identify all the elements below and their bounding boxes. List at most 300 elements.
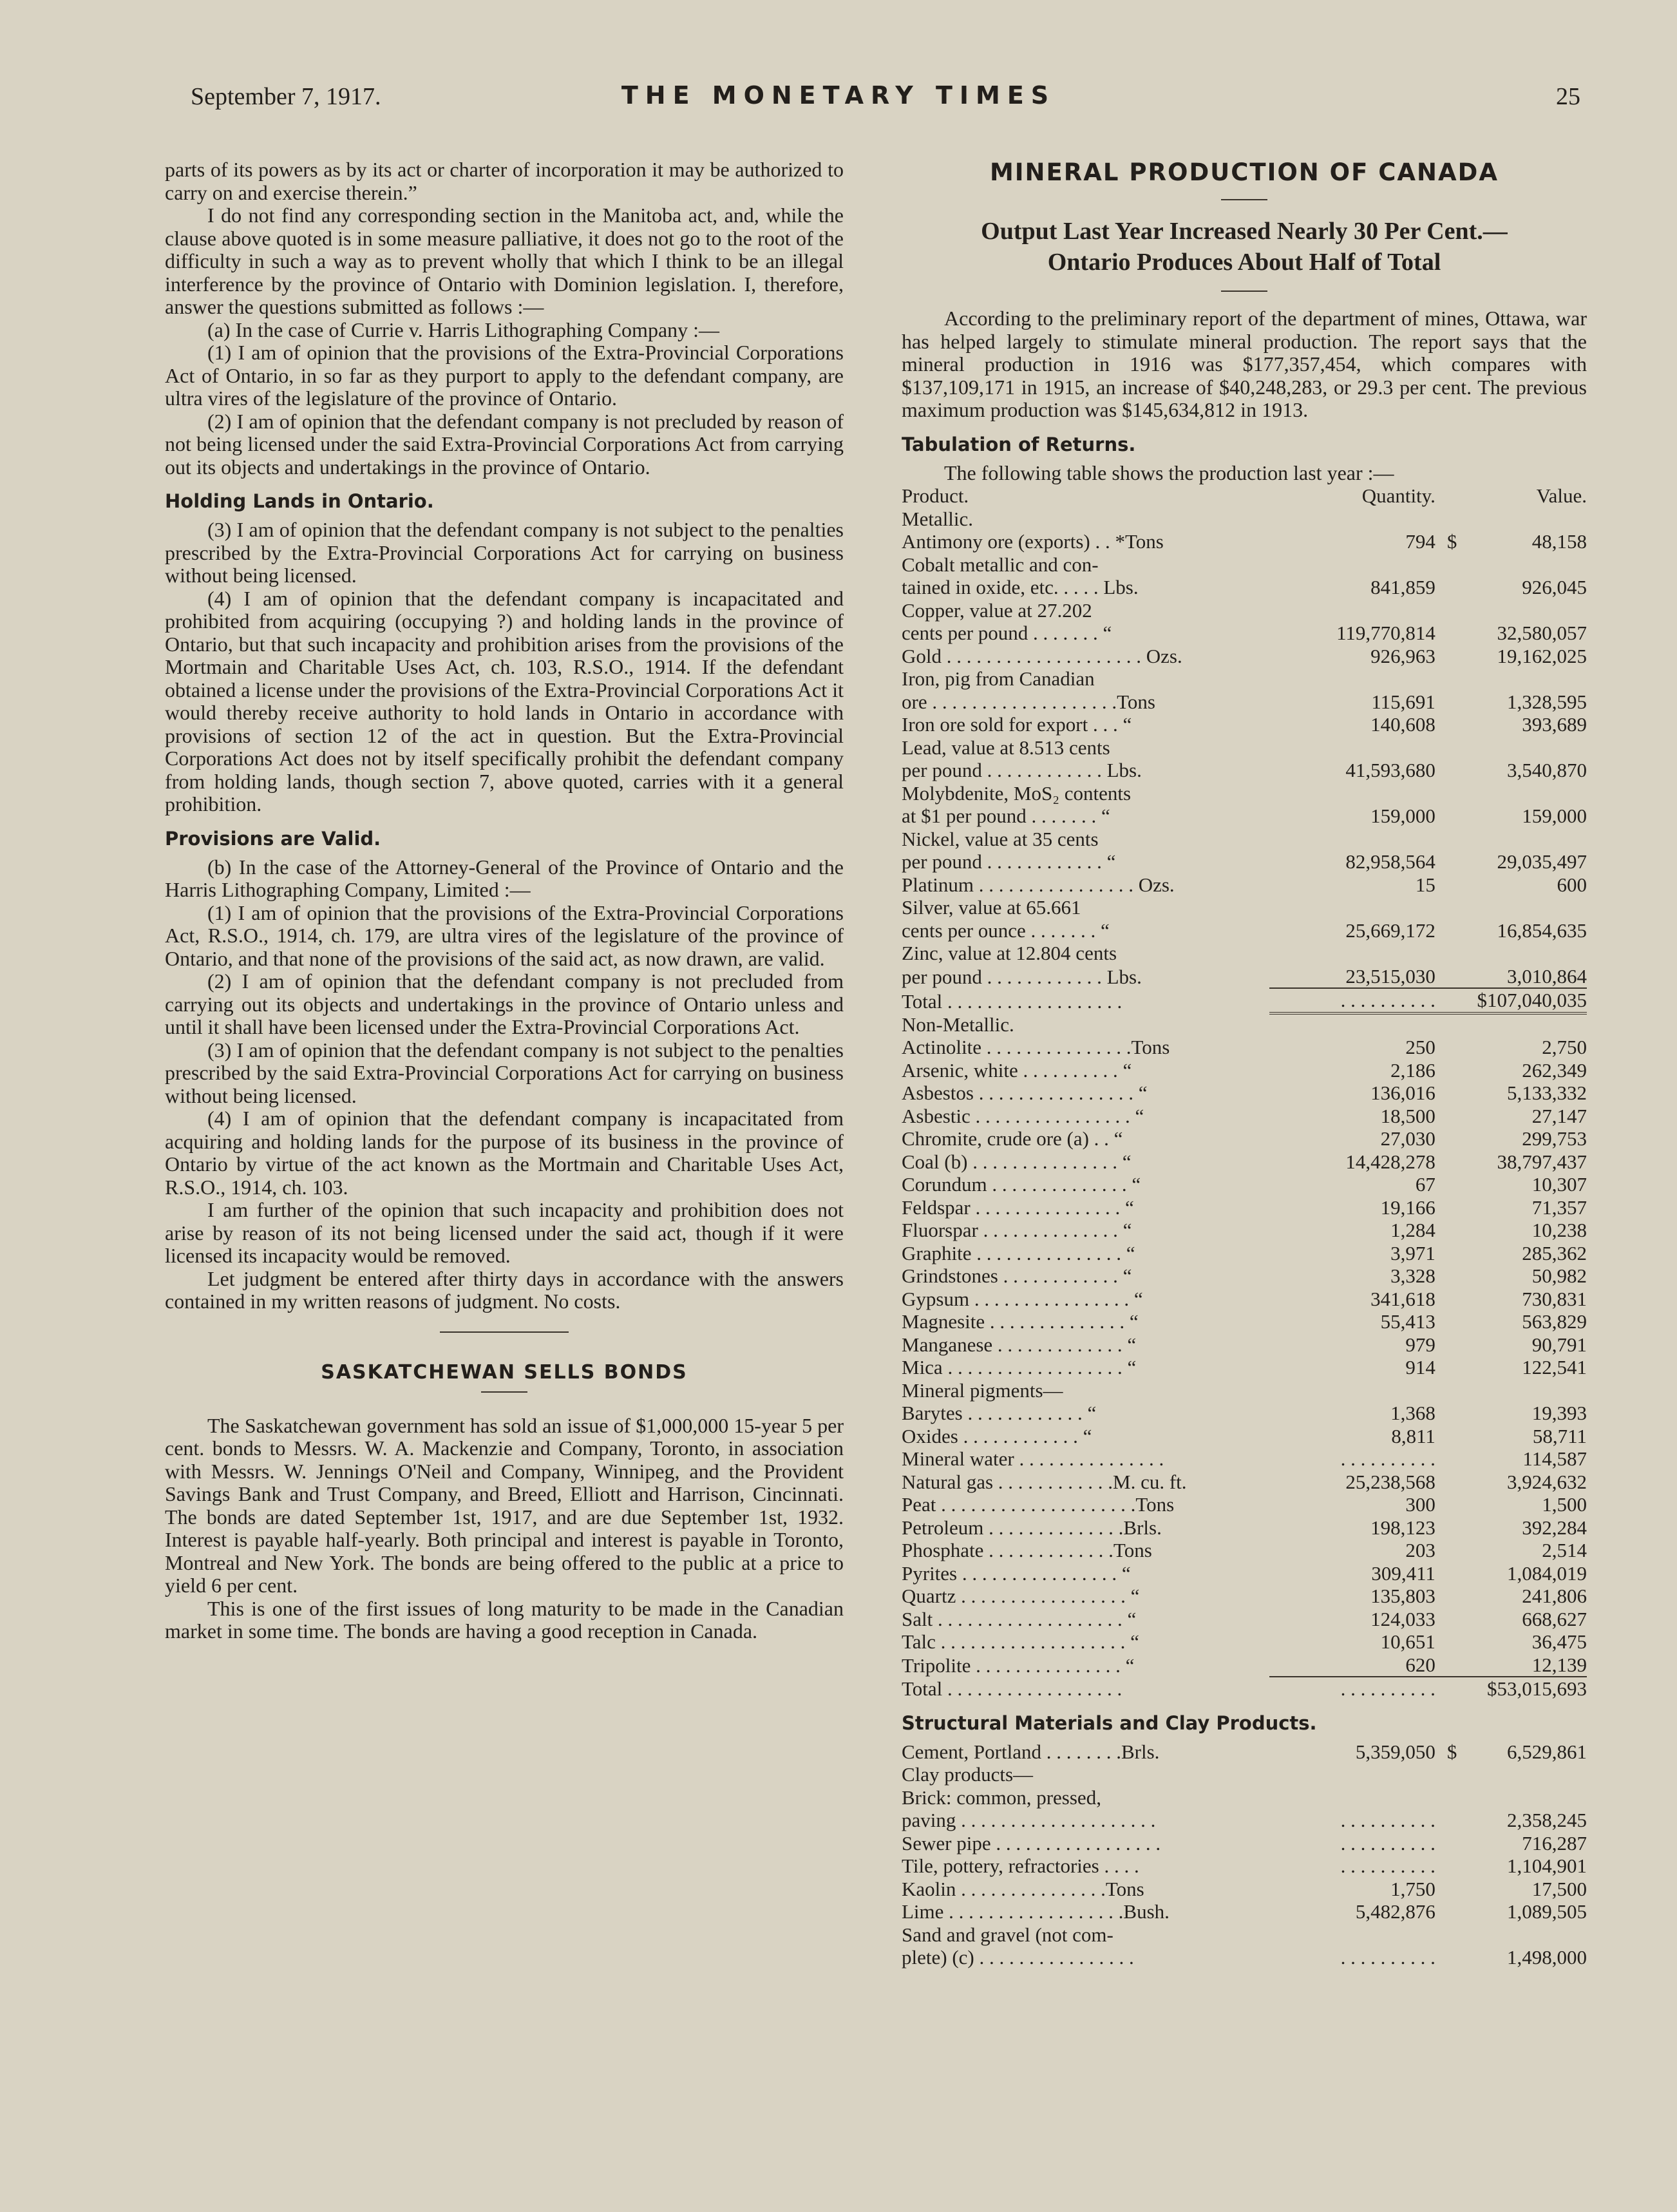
paragraph: I am further of the opinion that such incapacity and prohibition does not arise by reason of its not being licensed under the said act, though if it were licensed its incapacity would be removed. [165, 1198, 844, 1267]
title-rule [481, 1391, 527, 1393]
quantity-cell [1269, 667, 1435, 691]
value-cell [1435, 759, 1587, 782]
table-row [902, 1654, 1587, 1677]
value-cell [1435, 1946, 1587, 1969]
judgment-text-part-1 [165, 158, 844, 479]
section-heading-provisions-valid: Provisions are Valid. [165, 827, 381, 850]
right-column [902, 158, 1587, 1969]
table-row [902, 782, 1587, 805]
product-name: Mica . . . . . . . . . . . . . . . . . . “ [902, 1356, 1137, 1378]
subtitle-rule [1221, 291, 1267, 292]
table-row [902, 691, 1587, 714]
table-row [902, 1562, 1587, 1585]
table-row [902, 1425, 1587, 1448]
product-name: Oxides . . . . . . . . . . . . “ [902, 1424, 1092, 1447]
value-text: 16,854,635 [1497, 919, 1587, 942]
table-row [902, 622, 1587, 645]
quantity-cell: 115,691 [1371, 690, 1435, 713]
quantity-cell: 926,963 [1370, 644, 1435, 667]
value-cell [1435, 576, 1587, 599]
product-name: Petroleum . . . . . . . . . . . . . .Brls. [902, 1516, 1162, 1539]
value-cell [1435, 691, 1587, 714]
value-cell [1435, 713, 1587, 736]
value-text: 6,529,861 [1507, 1740, 1587, 1763]
paragraph: (3) I am of opinion that the defendant company is not subject to the penalties prescribed by the said Extra-Provincial Corporations Act for carrying on business without being licensed. [165, 1038, 844, 1107]
quantity-cell: 19,166 [1380, 1196, 1435, 1219]
section-heading-holding-lands: Holding Lands in Ontario. [165, 490, 434, 512]
table-row [902, 1173, 1587, 1196]
product-name: Mineral pigments— [902, 1378, 1063, 1402]
product-name: Magnesite . . . . . . . . . . . . . . “ [902, 1310, 1139, 1333]
value-cell [1435, 1379, 1587, 1402]
quantity-cell: 82,958,564 [1345, 850, 1435, 873]
quantity-cell: 5,359,050 [1355, 1740, 1435, 1763]
undefined [1435, 508, 1587, 531]
quantity-cell: 914 [1405, 1356, 1435, 1378]
table-row [902, 1150, 1587, 1174]
product-name: Corundum . . . . . . . . . . . . . . “ [902, 1173, 1141, 1196]
quantity-cell: 25,238,568 [1345, 1470, 1435, 1493]
quantity-cell: 14,428,278 [1345, 1150, 1435, 1173]
value-text: 1,089,505 [1507, 1900, 1587, 1923]
value-cell: 19,393 [1531, 1402, 1587, 1424]
publication-title: THE MONETARY TIMES [621, 81, 1056, 110]
value-cell: 299,753 [1522, 1127, 1587, 1150]
product-name: Fluorspar . . . . . . . . . . . . . . “ [902, 1219, 1132, 1241]
table-row [902, 1630, 1587, 1654]
table-intro: The following table shows the production last year :— [944, 461, 1394, 484]
value-cell [1435, 850, 1587, 873]
product-name-continued: per pound . . . . . . . . . . . . Lbs. [902, 759, 1142, 781]
table-row [902, 1878, 1587, 1901]
product-name: Quartz . . . . . . . . . . . . . . . . . “ [902, 1585, 1140, 1607]
product-name: Coal (b) . . . . . . . . . . . . . . . “ [902, 1150, 1132, 1173]
table-row [902, 1946, 1587, 1969]
table-row [902, 1333, 1587, 1357]
column-header-product: Product. [902, 484, 969, 507]
quantity-cell [1269, 896, 1435, 919]
table-header-row [902, 484, 1587, 508]
paragraph: (3) I am of opinion that the defendant company is not subject to the penalties prescribed by the Extra-Provincial Corporations Act for carrying on business without being licensed. [165, 518, 844, 587]
left-column [165, 158, 844, 1643]
judgment-text-part-2 [165, 519, 844, 816]
value-cell: 392,284 [1522, 1516, 1587, 1539]
product-name: Sand and gravel (not com- [902, 1923, 1113, 1946]
value-text: 32,580,057 [1497, 622, 1587, 644]
product-name: Gold . . . . . . . . . . . . . . . . . . . . Ozs. [902, 644, 1182, 667]
value-cell: 285,362 [1522, 1241, 1587, 1264]
issue-date: September 7, 1917. [191, 83, 381, 110]
paragraph: (1) I am of opinion that the provisions of the Extra-Provincial Corporations Act of Ontario, in so far as they purport to apply to the defendant company, are ultra vires of the legislature of the province of Ontario. [165, 341, 844, 410]
product-name: Arsenic, white . . . . . . . . . . “ [902, 1058, 1132, 1082]
quantity-cell: 309,411 [1371, 1561, 1435, 1585]
product-name: Lead, value at 8.513 cents [902, 736, 1110, 759]
product-name: Cobalt metallic and con- [902, 553, 1099, 576]
value-cell: 241,806 [1522, 1585, 1587, 1607]
table-row [902, 1740, 1587, 1764]
product-name: Nickel, value at 35 cents [902, 827, 1099, 850]
product-name: Zinc, value at 12.804 cents [902, 942, 1117, 964]
value-cell [1435, 736, 1587, 759]
paragraph: (1) I am of opinion that the provisions of the Extra-Provincial Corporations Act, R.S.O., 1914, ch. 179, are ultra vires of the legislature of the province of Ontario, and that none of the provisions of the said act, as now drawn, are valid. [165, 901, 844, 970]
value-cell [1435, 553, 1587, 577]
product-name: Tripolite . . . . . . . . . . . . . . . “ [902, 1654, 1135, 1677]
table-row [902, 828, 1587, 851]
quantity-cell: 41,593,680 [1345, 759, 1435, 781]
value-cell: 90,791 [1531, 1333, 1587, 1356]
value-text: 17,500 [1531, 1877, 1587, 1900]
table-row [902, 1809, 1587, 1832]
value-cell [1435, 667, 1587, 691]
quantity-cell [1269, 1379, 1435, 1402]
value-cell: 10,307 [1531, 1173, 1587, 1196]
product-name: Manganese . . . . . . . . . . . . . “ [902, 1333, 1137, 1356]
table-row [902, 873, 1587, 897]
value-cell: 563,829 [1522, 1310, 1587, 1333]
quantity-cell: 55,413 [1380, 1310, 1435, 1333]
value-cell [1435, 622, 1587, 645]
table-row [902, 1379, 1587, 1402]
quantity-cell: 15 [1415, 873, 1435, 896]
paragraph: (4) I am of opinion that the defendant company is incapacitated and prohibited from acquiring (occupying ?) and holding lands in the province of Ontario, but that such incapacity and prohibition arises from the provisions of the Mortmain and Charitable Uses Act, ch. 103, R.S.O., 1914. If the defendant obtained a license under the provisions of the Extra-Provincial Corporations Act it would thereby receive authority to hold lands in Ontario in accordance with provisions of section 12 of the act in question. But the Extra-Provincial Corporations Act does not by itself specifically prohibit the defendant company from holding lands, though section 7, above quoted, carries with it a general prohibition. [165, 586, 844, 815]
table-row [902, 1356, 1587, 1379]
product-name: Phosphate . . . . . . . . . . . . .Tons [902, 1539, 1152, 1561]
article-title-mineral-production: MINERAL PRODUCTION OF CANADA [989, 158, 1499, 186]
value-cell [1435, 782, 1587, 805]
quantity-cell: 198,123 [1370, 1516, 1435, 1539]
value-cell [1435, 530, 1587, 553]
product-name: Peat . . . . . . . . . . . . . . . . . . . .Tons [902, 1493, 1175, 1516]
value-text: 48,158 [1531, 530, 1587, 553]
dollar-sign: $ [1446, 530, 1457, 553]
quantity-cell: 5,482,876 [1355, 1900, 1435, 1923]
quantity-cell [1269, 599, 1435, 622]
column-header-quantity: Quantity. [1361, 484, 1435, 507]
product-name: Sewer pipe . . . . . . . . . . . . . . . . . [902, 1831, 1161, 1854]
table-row [902, 553, 1587, 577]
dollar-sign: $ [1446, 1740, 1457, 1763]
value-cell [1435, 965, 1587, 989]
quantity-cell [1269, 1786, 1435, 1809]
quantity-cell: . . . . . . . . . . [1340, 1809, 1435, 1831]
value-cell [1435, 896, 1587, 919]
table-row [902, 1854, 1587, 1878]
quantity-cell: 1,284 [1390, 1219, 1435, 1241]
quantity-cell: 140,608 [1370, 713, 1435, 736]
value-text: 600 [1557, 873, 1587, 896]
product-name: Iron ore sold for export . . . “ [902, 713, 1132, 736]
table-row [902, 1082, 1587, 1105]
section-heading-structural: Structural Materials and Clay Products. [902, 1711, 1317, 1734]
undefined [1269, 508, 1435, 531]
quantity-cell: 119,770,814 [1336, 622, 1435, 644]
quantity-cell: 794 [1405, 530, 1435, 553]
product-name: Clay products— [902, 1763, 1034, 1786]
table-row [902, 1264, 1587, 1288]
quantity-cell: 341,618 [1370, 1287, 1435, 1310]
total-quantity: . . . . . . . . . . [1340, 1677, 1435, 1700]
value-cell: 50,982 [1531, 1264, 1587, 1287]
quantity-cell: 1,368 [1390, 1402, 1435, 1424]
paragraph: (a) In the case of Currie v. Harris Lithographing Company :— [207, 318, 720, 341]
table-row [902, 1471, 1587, 1494]
mineral-production-table [902, 484, 1587, 1701]
paragraph: This is one of the first issues of long maturity to be made in the Canadian market in some time. The bonds are having a good reception in Canada. [165, 1596, 844, 1643]
total-label: Total . . . . . . . . . . . . . . . . . . [902, 990, 1123, 1013]
table-row [902, 1196, 1587, 1219]
quantity-cell: 159,000 [1370, 805, 1435, 827]
product-name: Copper, value at 27.202 [902, 598, 1092, 622]
value-cell [1435, 1854, 1587, 1878]
value-cell [1435, 942, 1587, 965]
quantity-cell [1269, 828, 1435, 851]
table-row [902, 1900, 1587, 1923]
judgment-text-part-3 [165, 856, 844, 1313]
value-cell: 1,500 [1542, 1493, 1587, 1516]
mineral-intro-paragraph: According to the preliminary report of the department of mines, Ottawa, war has helped largely to stimulate mineral production. The report says that the mineral production in 1916 was $177,357,454, which compares with $137,109,171 in 1915, an increase of $40,248,283, or 29.3 per cent. The previous maximum production was $145,634,812 in 1913. [902, 307, 1587, 421]
quantity-cell: 620 [1269, 1654, 1435, 1677]
value-text: 393,689 [1522, 713, 1587, 736]
value-cell [1435, 1763, 1587, 1786]
value-cell [1435, 1740, 1587, 1764]
product-name: Iron, pig from Canadian [902, 667, 1095, 690]
product-name-continued: ore . . . . . . . . . . . . . . . . . . .Tons [902, 690, 1155, 713]
table-row [902, 599, 1587, 622]
table-row [902, 1763, 1587, 1786]
value-cell [1435, 919, 1587, 942]
table-row [902, 759, 1587, 782]
value-cell: 38,797,437 [1497, 1150, 1587, 1173]
table-row [902, 965, 1587, 989]
value-cell: 10,238 [1531, 1219, 1587, 1241]
quantity-cell: 3,328 [1390, 1264, 1435, 1287]
value-cell: 122,541 [1522, 1356, 1587, 1378]
table-row [902, 1402, 1587, 1425]
value-text: 926,045 [1522, 576, 1587, 598]
value-cell: 27,147 [1531, 1104, 1587, 1127]
product-name: Mineral water . . . . . . . . . . . . . . . [902, 1447, 1164, 1470]
value-text: 1,104,901 [1507, 1854, 1587, 1877]
table-row [902, 1059, 1587, 1082]
paragraph: I do not find any corresponding section in the Manitoba act, and, while the clause above quoted is in some measure palliative, it does not go to the root of the difficulty in such a way as to prevent wholly that which I think to be an illegal interference by the province of Ontario with Dominion legislation. I, therefore, answer the questions submitted as follows :— [165, 204, 844, 318]
table-row [902, 850, 1587, 873]
table-row [902, 1539, 1587, 1562]
product-name: Gypsum . . . . . . . . . . . . . . . . “ [902, 1287, 1143, 1310]
table-row [902, 942, 1587, 965]
value-text: 1,328,595 [1507, 690, 1587, 713]
product-name-continued: cents per pound . . . . . . . “ [902, 622, 1112, 644]
table-row [902, 1288, 1587, 1311]
quantity-cell: 25,669,172 [1345, 919, 1435, 942]
quantity-cell [1269, 736, 1435, 759]
value-cell: 12,139 [1435, 1654, 1587, 1677]
table-row [902, 1516, 1587, 1540]
value-cell: 2,750 [1542, 1036, 1587, 1058]
value-cell: 668,627 [1522, 1607, 1587, 1630]
quantity-cell: 67 [1415, 1173, 1435, 1196]
quantity-cell: . . . . . . . . . . [1340, 1831, 1435, 1854]
product-name: Brick: common, pressed, [902, 1786, 1101, 1809]
table-row [902, 1310, 1587, 1333]
quantity-cell [1269, 942, 1435, 965]
product-name: Barytes . . . . . . . . . . . . “ [902, 1402, 1097, 1424]
paragraph: (2) I am of opinion that the defendant company is not precluded by reason of not being licensed under the said Extra-Provincial Corporations Act from carrying out its objects and undertakings in the province of Ontario. [165, 409, 844, 479]
quantity-cell: 250 [1405, 1036, 1435, 1058]
quantity-cell: 2,186 [1390, 1058, 1435, 1082]
value-cell [1435, 1900, 1587, 1923]
value-cell [1435, 1878, 1587, 1901]
product-name: Graphite . . . . . . . . . . . . . . . “ [902, 1241, 1135, 1264]
quantity-cell: 124,033 [1370, 1607, 1435, 1630]
table-row [902, 1127, 1587, 1150]
quantity-cell [1269, 1763, 1435, 1786]
value-text: 159,000 [1522, 805, 1587, 827]
product-name: Natural gas . . . . . . . . . . . .M. cu. ft. [902, 1470, 1187, 1493]
quantity-cell: 841,859 [1370, 576, 1435, 598]
saskatchewan-article-text [165, 1415, 844, 1643]
value-cell: 730,831 [1522, 1287, 1587, 1310]
table-row [902, 667, 1587, 691]
category-row [902, 508, 1587, 531]
table-row [902, 1447, 1587, 1471]
paragraph: (b) In the case of the Attorney-General of the Province of Ontario and the Harris Lithographing Company, Limited :— [165, 855, 844, 901]
article-subtitle-line-2: Ontario Produces About Half of Total [1047, 249, 1441, 276]
product-name: Actinolite . . . . . . . . . . . . . . .Tons [902, 1036, 1170, 1058]
quantity-cell: . . . . . . . . . . [1340, 1946, 1435, 1969]
product-name: Silver, value at 65.661 [902, 896, 1081, 919]
value-cell: 3,924,632 [1507, 1470, 1587, 1493]
product-name: Cement, Portland . . . . . . . .Brls. [902, 1740, 1160, 1763]
paragraph: The Saskatchewan government has sold an issue of $1,000,000 15-year 5 per cent. bonds to Messrs. W. A. Mackenzie and Company, Toronto, in association with Messrs. W. Jennings O'Neil and Company, Winnipeg, and the Provident Savings Bank and Trust Company, and Breed, Elliott and Harrison, Cincinnati. The bonds are dated September 1st, 1917, and are due September 1st, 1932. Interest is payable half-yearly. Both principal and interest is payable in Toronto, Montreal and New York. The bonds are being offered to the public at a price to yield 6 per cent. [165, 1413, 844, 1597]
value-cell [1435, 1832, 1587, 1855]
table-row [902, 713, 1587, 736]
table-row [902, 919, 1587, 942]
product-name: Salt . . . . . . . . . . . . . . . . . . . “ [902, 1607, 1137, 1630]
quantity-cell: 18,500 [1380, 1104, 1435, 1127]
product-name: Tile, pottery, refractories . . . . [902, 1854, 1139, 1877]
table-row [902, 896, 1587, 919]
value-cell: 36,475 [1531, 1630, 1587, 1653]
table-row [902, 805, 1587, 828]
table-row [902, 530, 1587, 553]
total-quantity: . . . . . . . . . . [1269, 988, 1435, 1013]
value-text: 1,498,000 [1507, 1946, 1587, 1969]
value-cell: 114,587 [1522, 1447, 1587, 1470]
value-cell [1435, 599, 1587, 622]
table-row [902, 1786, 1587, 1809]
paragraph: (2) I am of opinion that the defendant company is not precluded from carrying out its objects and undertakings in the province of Ontario unless and until it shall have been licensed under the Extra-Provincial Corporations Act. [165, 969, 844, 1038]
quantity-cell [1269, 782, 1435, 805]
quantity-cell: 1,750 [1390, 1877, 1435, 1900]
value-cell: 2,514 [1542, 1539, 1587, 1561]
article-title-saskatchewan: SASKATCHEWAN SELLS BONDS [321, 1360, 688, 1384]
category-label-non-metallic: Non-Metallic. [902, 1013, 1014, 1036]
value-text: 2,358,245 [1507, 1809, 1587, 1831]
product-name: Asbestos . . . . . . . . . . . . . . . . “ [902, 1082, 1148, 1104]
quantity-cell: 203 [1405, 1539, 1435, 1561]
value-cell [1435, 873, 1587, 897]
total-row [902, 1677, 1587, 1701]
table-row [902, 1493, 1587, 1516]
total-value-non-metallic: $53,015,693 [1487, 1677, 1587, 1700]
article-separator [440, 1331, 569, 1333]
table-row [902, 645, 1587, 668]
structural-materials-table [902, 1740, 1587, 1969]
value-text: 3,010,864 [1507, 964, 1587, 987]
value-cell [1435, 1809, 1587, 1832]
value-cell: 5,133,332 [1507, 1082, 1587, 1104]
product-name: Chromite, crude ore (a) . . “ [902, 1127, 1123, 1150]
product-name: Pyrites . . . . . . . . . . . . . . . . “ [902, 1561, 1131, 1585]
paragraph: Let judgment be entered after thirty days in accordance with the answers contained in my written reasons of judgment. No costs. [165, 1266, 844, 1313]
table-row [902, 1585, 1587, 1608]
value-text: 19,162,025 [1497, 644, 1587, 667]
quantity-cell: 10,651 [1380, 1630, 1435, 1653]
section-heading-tabulation: Tabulation of Returns. [902, 433, 1136, 455]
value-cell [1435, 1923, 1587, 1947]
value-cell: 262,349 [1522, 1058, 1587, 1082]
table-row [902, 1832, 1587, 1855]
table-row [902, 1105, 1587, 1128]
product-name: paving . . . . . . . . . . . . . . . . . . . . [902, 1809, 1156, 1831]
column-header-value: Value. [1536, 484, 1587, 507]
table-row [902, 1923, 1587, 1947]
quantity-cell: 135,803 [1370, 1585, 1435, 1607]
title-rule [1221, 199, 1267, 200]
undefined [1435, 1013, 1587, 1036]
value-text: 29,035,497 [1497, 850, 1587, 873]
page-number: 25 [1556, 83, 1580, 110]
value-cell [1435, 828, 1587, 851]
quantity-cell: 300 [1405, 1493, 1435, 1516]
product-name: Kaolin . . . . . . . . . . . . . . .Tons [902, 1877, 1144, 1900]
product-name-continued: tained in oxide, etc. . . . . Lbs. [902, 576, 1139, 598]
product-name: Feldspar . . . . . . . . . . . . . . . “ [902, 1196, 1134, 1219]
table-row [902, 576, 1587, 599]
quantity-cell: 27,030 [1380, 1127, 1435, 1150]
product-name-continued: at $1 per pound . . . . . . . “ [902, 805, 1110, 827]
total-row [902, 988, 1587, 1013]
undefined [1269, 1013, 1435, 1036]
table-row [902, 1219, 1587, 1242]
product-name: Antimony ore (exports) . . *Tons [902, 530, 1164, 553]
value-cell: 71,357 [1531, 1196, 1587, 1219]
product-name: Grindstones . . . . . . . . . . . . “ [902, 1264, 1132, 1287]
value-cell [1435, 1786, 1587, 1809]
category-label-metallic: Metallic. [902, 507, 974, 530]
category-row [902, 1013, 1587, 1036]
total-value-metallic: $107,040,035 [1435, 988, 1587, 1013]
quantity-cell: 8,811 [1391, 1424, 1435, 1447]
table-row [902, 1608, 1587, 1631]
quantity-cell: 3,971 [1390, 1241, 1435, 1264]
value-text: 3,540,870 [1507, 759, 1587, 781]
value-cell: 58,711 [1532, 1424, 1587, 1447]
product-name-continued: cents per ounce . . . . . . . “ [902, 919, 1110, 942]
paragraph: (4) I am of opinion that the defendant company is incapacitated from acquiring and holding lands for the purpose of its business in the province of Ontario by virtue of the act known as the Mortmain and Charitable Uses Act, R.S.O., 1914, ch. 103. [165, 1107, 844, 1199]
value-cell: 1,084,019 [1507, 1561, 1587, 1585]
quantity-cell: 136,016 [1370, 1082, 1435, 1104]
product-name: Asbestic . . . . . . . . . . . . . . . . “ [902, 1104, 1144, 1127]
product-name-continued: per pound . . . . . . . . . . . . Lbs. [902, 965, 1142, 988]
table-row [902, 736, 1587, 759]
product-name: Platinum . . . . . . . . . . . . . . . . Ozs. [902, 873, 1175, 896]
paragraph: parts of its powers as by its act or charter of incorporation it may be authorized to carry on and exercise therein.” [165, 158, 844, 204]
value-cell [1435, 645, 1587, 668]
table-row [902, 1242, 1587, 1265]
value-text: 716,287 [1522, 1831, 1587, 1854]
value-cell [1435, 805, 1587, 828]
